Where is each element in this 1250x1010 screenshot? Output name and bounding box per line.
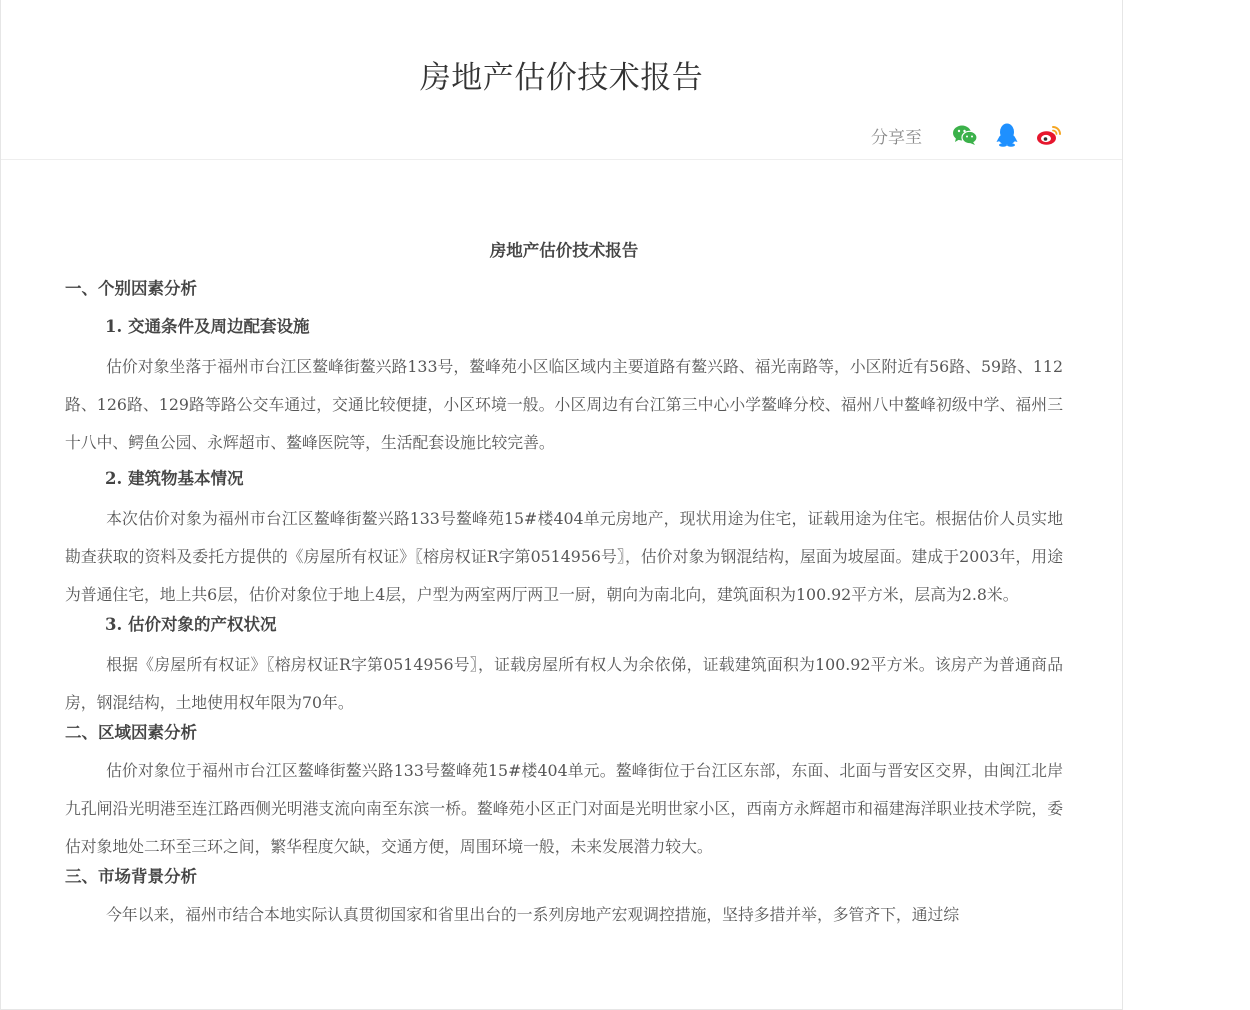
wechat-icon[interactable]: [952, 122, 978, 148]
document-title: 房地产估价技术报告: [489, 241, 639, 260]
subsection-heading-transport: 1. 交通条件及周边配套设施: [105, 317, 310, 336]
subsection-heading-property-rights: 3. 估价对象的产权状况: [105, 615, 277, 634]
paragraph-regional: 估价对象位于福州市台江区鳌峰街鳌兴路133号鳌峰苑15#楼404单元。鳌峰街位于台江区东部，东面、北面与晋安区交界，由闽江北岸九孔闸沿光明港至连江路西侧光明港支流向南至东滨一桥。鳌峰苑小区正门对面是光明世家小区，西南方永辉超市和福建海洋职业技术学院，委估对象地处二环至三环之间，繁华程度欠缺，交通方便，周围环境一般，未来发展潜力较大。: [65, 761, 1063, 856]
section-heading-individual-factors: 一、个别因素分析: [65, 279, 197, 298]
weibo-icon[interactable]: [1036, 122, 1062, 148]
report-content: [65, 240, 1063, 934]
paragraph-property-rights: 根据《房屋所有权证》〖榕房权证R字第0514956号〗，证载房屋所有权人为余依俤，证载建筑面积为100.92平方米。该房产为普通商品房，钢混结构，土地使用权年限为70年。: [65, 655, 1063, 712]
qq-icon[interactable]: [994, 122, 1020, 148]
paragraph-market: 今年以来，福州市结合本地实际认真贯彻国家和省里出台的一系列房地产宏观调控措施，坚持多措并举，多管齐下，通过综: [106, 905, 960, 924]
page-title: 房地产估价技术报告: [419, 60, 704, 96]
paragraph-building: 本次估价对象为福州市台江区鳌峰街鳌兴路133号鳌峰苑15#楼404单元房地产，现状用途为住宅，证载用途为住宅。根据估价人员实地勘查获取的资料及委托方提供的《房屋所有权证》〖榕房权证R字第0514956号〗，估价对象为钢混结构，屋面为坡屋面。建成于2003年，用途为普通住宅，地上共6层，估价对象位于地上4层，户型为两室两厅两卫一厨，朝向为南北向，建筑面积为100.92平方米，层高为2.8米。: [65, 509, 1063, 604]
paragraph-transport: 估价对象坐落于福州市台江区鳌峰街鳌兴路133号，鳌峰苑小区临区域内主要道路有鳌兴路、福光南路等，小区附近有56路、59路、112路、126路、129路等路公交车通过，交通比较便捷，小区环境一般。小区周边有台江第三中心小学鳌峰分校、福州八中鳌峰初级中学、福州三十八中、鳄鱼公园、永辉超市、鳌峰医院等，生活配套设施比较完善。: [65, 357, 1063, 452]
page-header: [1, 0, 1122, 160]
subsection-heading-building: 2. 建筑物基本情况: [105, 469, 244, 488]
section-heading-market-background: 三、市场背景分析: [65, 867, 197, 886]
section-heading-regional-factors: 二、区域因素分析: [65, 723, 197, 742]
share-label: 分享至: [871, 127, 922, 148]
share-bar: [871, 120, 1062, 150]
